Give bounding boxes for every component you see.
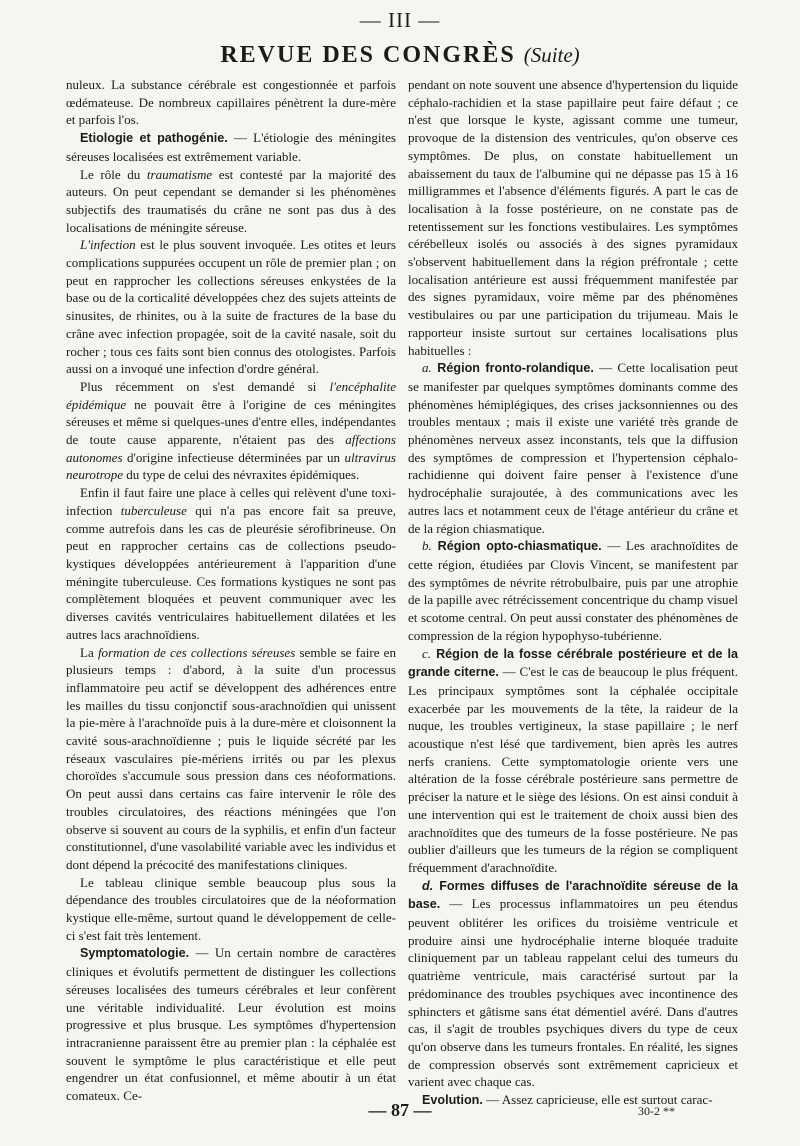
left-column <box>66 76 396 1105</box>
list-label: c. <box>422 645 432 661</box>
paragraph-formation <box>66 644 396 874</box>
paragraph-etiologie <box>66 129 396 165</box>
italic-term: formation de ces collections séreuses <box>97 644 296 660</box>
italic-term: L'infection <box>80 237 136 253</box>
paragraph-text: — Assez capricieuse, elle est surtout carac- <box>482 1092 713 1108</box>
italic-term: affections autonomes <box>66 432 396 465</box>
subsection-heading: Formes diffuses de l'arachnoïdite séreuse de la base. <box>408 878 738 912</box>
paragraph-text: d'origine infectieuse déterminées par un <box>122 449 345 465</box>
paragraph-region-a <box>408 359 738 537</box>
paragraph-text: — Les arachnoïdites de cette région, étudiées par Clovis Vincent, se manifestent par des symptômes de névrite rétrobulbaire, puis par une atrophie de la papille avec rétrécissement concentrique du champ visuel et scotome central. On peut aussi constater des phénomènes de compression de la région hypophyso-tubérienne. <box>408 538 738 643</box>
paragraph-region-d <box>408 877 738 1091</box>
running-head <box>0 42 800 69</box>
paragraph-continued: pendant on note souvent une absence d'hypertension du liquide céphalo-rachidien et la stase papillaire peut faire défaut ; ce n'est que lorsque le kyste, agissant comme une tumeur, provoque de la distension des ventricules, qu'on observe ces symptômes. De plus, on constate habituellement un abaissement du taux de l'albumine qui ne dépasse pas 15 à 16 milligrammes et l'absence d'éléments figurés. A part le cas de localisation à la fosse postérieure, on ne constate pas de retentissement sur les fonctions vestibulaires. Les symptômes cérébelleux isolés ou associés à des signes pyramidaux s'observent habituellement dans la région préfrontale ; cette localisation antérieure est aussi fréquemment manifestée par des signes pyramidaux, voire même par des phénomènes vestibulaires ou par une participation du trijumeau. Mais le rapporteur insiste surtout sur certaines localisations plus habituelles : <box>408 77 738 358</box>
paragraph-text: qui n'a pas encore fait sa preuve, comme autrefois dans les cas de pleurésie sérofibrineuse. On peut en rapprocher certains cas de collections pseudo-kystiques développées antérieurement à l'apparition d'une méningite tuberculeuse. Ces formations kystiques ne sont pas complètement bloquées et peuvent communiquer avec les diverses cavités ventriculaires habituellement dilatées et les autres lacs arachnoïdiens. <box>66 502 396 642</box>
paragraph-text: Plus récemment on s'est demandé si <box>80 378 330 394</box>
italic-term: traumatisme <box>146 166 213 182</box>
paragraph-text: — Un certain nombre de caractères cliniques et évolutifs permettent de distinguer les collections séreuses localisées des tumeurs cérébrales et leur confèrent une véritable individualité. Leur évolution est moins progressive et plus brusque. Les symptômes d'hypertension intracranienne paraissent être au premier plan : la céphalée est souvent le symptôme le plus caractéristique et elle peut engendrer un état confusionnel, et même aboutir à un état comateux. Ce- <box>66 945 396 1104</box>
list-label: a. <box>422 360 432 376</box>
section-heading: Symptomatologie. <box>80 946 190 961</box>
journal-title: REVUE DES CONGRÈS <box>220 42 516 68</box>
paragraph-text: ne pouvait être à l'origine de ces méningites séreuses et même si quelques-unes d'entre elles, indépendantes de toute cause apparente, n'étaient pas des <box>66 396 396 448</box>
paragraph-tuberculeuse <box>66 484 396 643</box>
italic-term: ultravirus neurotrope <box>66 449 396 483</box>
italic-term: l'encéphalite épidémique <box>66 378 396 412</box>
paragraph-text: Enfin il faut faire une place à celles qui relèvent d'une toxi-infection <box>66 485 396 518</box>
paragraph: nuleux. La substance cérébrale est congestionnée et parfois œdémateuse. De nombreux capillaires pénètrent la dure-mère et parfois l'os. <box>66 77 396 128</box>
right-column <box>408 76 738 1110</box>
paragraph-infection <box>66 236 396 378</box>
paragraph-text: La <box>80 644 98 660</box>
subsection-heading: Région de la fosse cérébrale postérieure et de la grande citerne. <box>408 646 738 680</box>
paragraph-text: — Cette localisation peut se manifester par quelques symptômes dominants comme des phénomènes hémiplégiques, des crises jacksonniennes ou des troubles mentaux ; mais il existe une variété très grande de phénomènes nerveux assez inconstants, tels que la diffusion des symptômes de compression et l'hypertension céphalo-rachidienne qui doivent faire penser à l'existence d'une hydrocéphalie surajoutée, à des communications avec les autres lacs et notamment ceux de l'étage antérieur du crâne et de la région chiasmatique. <box>408 360 738 536</box>
paragraph-text: Le rôle du <box>80 166 147 182</box>
list-label: b. <box>422 538 432 554</box>
paragraph-text: du type de celui des névraxites épidémiques. <box>123 467 360 483</box>
section-heading: Evolution. <box>422 1093 483 1108</box>
paragraph-traumatisme <box>66 166 396 237</box>
subsection-heading: Région opto-chiasmatique. <box>431 539 602 554</box>
paragraph-encephalite <box>66 378 396 484</box>
paragraph-text: — L'étiologie des méningites séreuses localisées est extrêmement variable. <box>66 130 396 164</box>
paragraph-region-c <box>408 645 738 877</box>
paragraph-text: est le plus souvent invoquée. Les otites et leurs complications suppurées occupent un rôle de premier plan ; on peut en rapprocher les collections séreuses enkystées de la base ou de la corticalité développées chez des sujets atteints de sinusites, de rhinites, ou à la suite de fractures de la base du crâne avec infection propagée, soit de la cavité nasale, soit du rocher ; tous ces faits sont bien connus des otologistes. Parfois aussi on a invoqué une infection d'ordre général. <box>66 237 396 377</box>
paragraph-text: — C'est le cas de beaucoup le plus fréquent. Les principaux symptômes sont la céphalée occipitale exacerbée par les mouvements de la tête, la raideur de la nuque, les troubles vertigineux, la stase papillaire ; le nerf acoustique n'est lésé que tardivement, bien après les autres nerfs craniens. Cette symptomatologie oriente vers une altération de la fosse cérébrale postérieure sans permettre de préciser la nature et le siège des lésions. On est ainsi conduit à une intervention qui est le traitement de choix aussi bien des arachnoïdites que des tumeurs de la fosse postérieure. Ne pas oublier d'ailleurs que les tumeurs de la région se compliquent fréquemment d'arachnoïdite. <box>408 664 738 875</box>
paragraph-region-b <box>408 537 738 644</box>
section-heading: Etiologie et pathogénie. <box>80 131 228 146</box>
paragraph-text: semble se faire en plusieurs temps : d'abord, à la suite d'un processus inflammatoire peu actif se développent des adhérences entre les mailles du tissu conjonctif sous-arachnoïdien qui unissent la pie-mère à l'arachnoïde puis à la dure-mère et cloisonnent la cavité sous-arachnoïdienne ; puis le liquide sécrété par les réseaux vasculaires pie-mériens irrités ou par les plexus choroïdes s'accumule sous pression dans ces néoformations. On peut aussi dans certains cas faire intervenir le rôle des troubles circulatoires, des réactions méningées que l'on observe si souvent au cours de la syphilis, et enfin d'un facteur constitutionnel, d'une vasolabilité variable avec les individus et dont dépend la précocité des manifestations cliniques. <box>66 644 396 872</box>
journal-title-suite: (Suite) <box>523 43 580 67</box>
subsection-heading: Région fronto-rolandique. <box>431 361 594 376</box>
paragraph-symptomatologie <box>66 944 396 1104</box>
paragraph-text: est contesté par la majorité des auteurs. On peut cependant se demander si les phénomènes subjectifs des traumatisés du crâne ne sont pas dus à des localisations de méningite séreuse. <box>66 166 396 235</box>
page-number: — 87 — <box>368 1100 432 1120</box>
page-roman-numeral: — III — <box>359 8 441 32</box>
paragraph-text: — Les processus inflammatoires un peu étendus peuvent oblitérer les orifices du troisième ventricule et produire ainsi une hydrocéphalie interne bloquée traduite cliniquement par un tableau rappelant celui des tumeurs du quatrième ventricule, mais caractérisé surtout par la prédominance des troubles psychiques avec incontinence des sphincters et gâtisme sans état démentiel avéré. Dans d'autres cas, il s'agit de troubles psychiques divers du type de ceux qu'on observe dans les tumeurs frontales. En réalité, les signes de compression observés sont extrêmement capricieux et varient avec chaque cas. <box>408 896 738 1090</box>
list-label: d. <box>422 878 434 893</box>
italic-term: tuberculeuse <box>120 502 187 518</box>
paragraph-tableau: Le tableau clinique semble beaucoup plus sous la dépendance des troubles circulatoires que de la néoformation kystique elle-même, surtout quand le développement de celle-ci s'est fait très lentement. <box>66 874 396 943</box>
printer-signature-code: 30-2 ** <box>638 1104 675 1118</box>
